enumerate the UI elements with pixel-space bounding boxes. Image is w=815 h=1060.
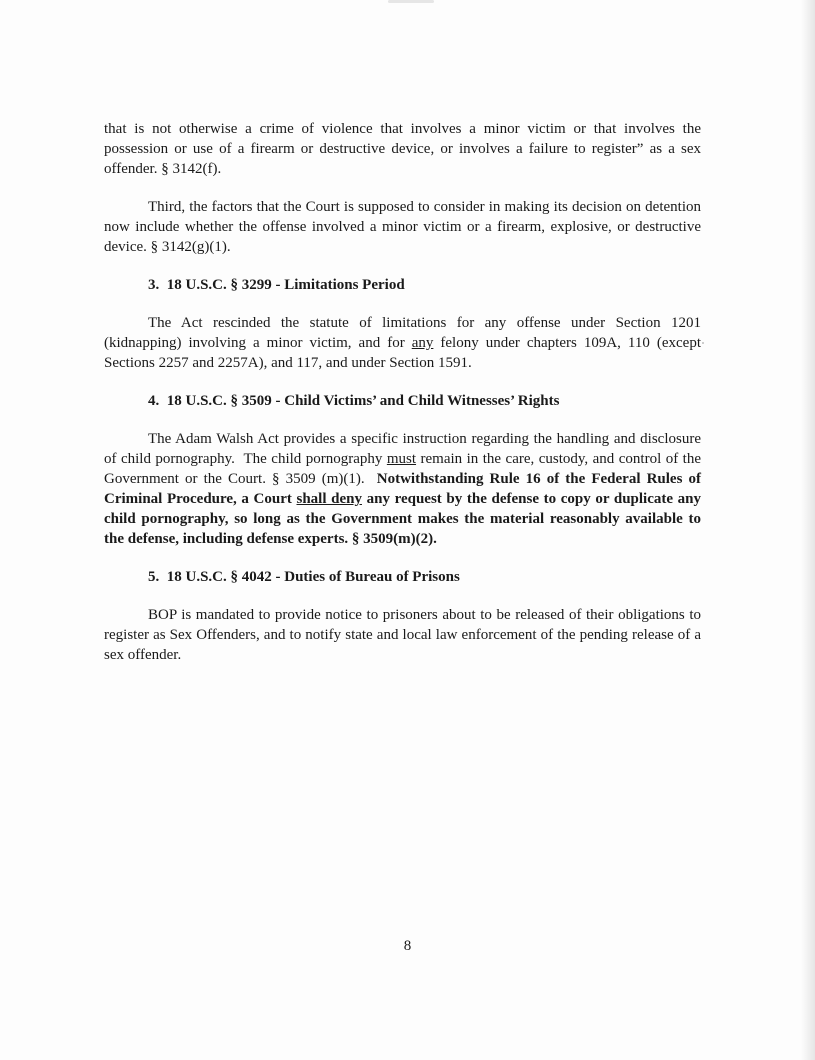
paragraph-child-pornography: [104, 429, 701, 549]
limitations-underlined-any: any: [411, 335, 434, 351]
page-edge-shadow: [801, 0, 815, 1060]
paragraph-bop-duties: BOP is mandated to provide notice to prisoners about to be released of their obligations to register as Sex Offenders, and to notify state and local law enforcement of the pending release of a sex offender.: [104, 607, 701, 663]
cp-bold-b: any request by the defense to copy or duplicate any child pornography, so long as the Government makes the material reasonably available to the defense, including defense experts. § 3509(m)(2).: [104, 491, 701, 547]
cp-bold-underlined-shall-deny: shall deny: [296, 491, 362, 507]
paragraph-detention-factors: Third, the factors that the Court is supposed to consider in making its decision on detention now include whether the offense involved a minor victim or a firearm, explosive, or destructive device. § 3142(g)(1).: [104, 199, 701, 255]
scan-artifact-mark: [388, 0, 434, 3]
document-body: [104, 119, 701, 665]
cp-text-a: The Adam Walsh Act provides a specific instruction regarding the handling and disclosure of child pornography. The child pornography: [104, 431, 701, 467]
section-heading-4042: 5. 18 U.S.C. § 4042 - Duties of Bureau of Prisons: [148, 569, 460, 585]
limitations-text-b: felony under chapters 109A, 110 (except Sections 2257 and 2257A), and 117, and under Section 1591.: [104, 335, 702, 371]
paragraph-continuation: that is not otherwise a crime of violence that involves a minor victim or that involves the possession or use of a firearm or destructive device, or involves a failure to register” as a sex offender. § 3142(f).: [104, 121, 701, 177]
cp-bold-a: Notwithstanding Rule 16 of the Federal Rules of Criminal Procedure, a Court: [104, 471, 701, 507]
section-heading-3299: 3. 18 U.S.C. § 3299 - Limitations Period: [148, 277, 405, 293]
limitations-text-a: The Act rescinded the statute of limitations for any offense under Section 1201 (kidnapping) involving a minor victim, and for: [104, 315, 701, 351]
section-heading-3509: 4. 18 U.S.C. § 3509 - Child Victims’ and Child Witnesses’ Rights: [148, 393, 560, 409]
page-number: 8: [403, 938, 412, 954]
scan-speck: [702, 342, 704, 344]
cp-underlined-must: must: [386, 451, 417, 467]
cp-text-b: remain in the care, custody, and control of the Government or the Court. § 3509 (m)(1).: [104, 451, 701, 487]
paragraph-limitations: [104, 313, 701, 373]
